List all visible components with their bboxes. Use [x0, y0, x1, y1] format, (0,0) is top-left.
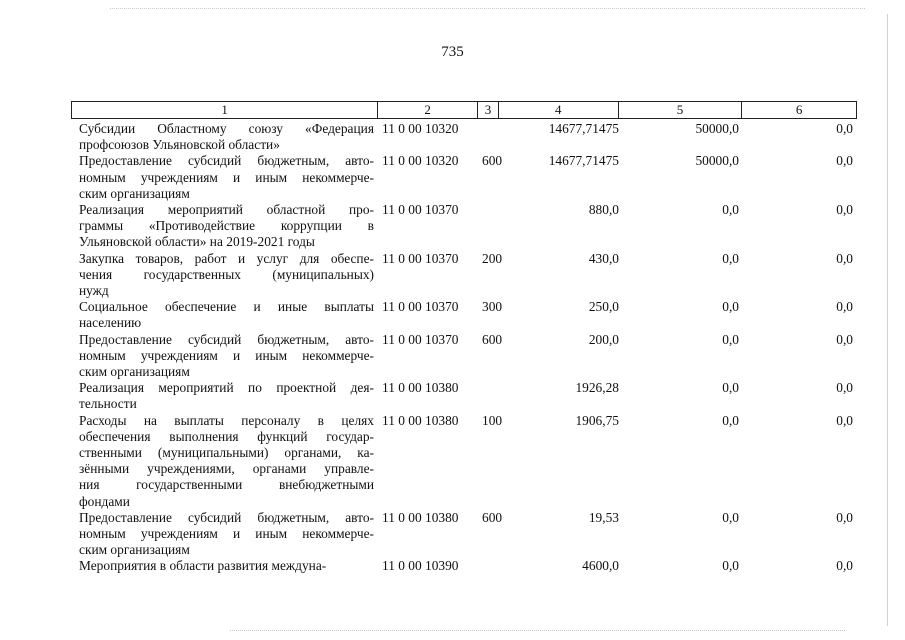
description-line: ским организациям: [79, 364, 190, 380]
row-description: [71, 558, 378, 574]
description-line: ским организациям: [79, 542, 190, 558]
row-description: [71, 510, 378, 559]
row-value-col6: 0,0: [836, 558, 853, 574]
row-value-col6: 0,0: [836, 331, 853, 347]
row-code: 11 0 00 10320: [382, 153, 459, 169]
description-line: номным учреждениям и иным некоммерче-: [79, 347, 374, 363]
row-value-col5: 0,0: [722, 558, 739, 574]
row-expense-type: [478, 121, 508, 153]
row-value-col4: 880,0: [588, 202, 619, 218]
row-value-col6: 0,0: [836, 380, 853, 396]
table-body: [71, 121, 857, 575]
row-code: 11 0 00 10380: [382, 509, 459, 525]
row-description: [71, 202, 378, 251]
description-line: Расходы на выплаты персоналу в целях: [79, 412, 374, 428]
row-description: [71, 380, 378, 412]
row-value-col5: 0,0: [722, 202, 739, 218]
description-line: населению: [79, 315, 142, 331]
description-line: Предоставление субсидий бюджетным, авто-: [79, 153, 374, 169]
header-col-2: 2: [378, 102, 478, 118]
row-code: 11 0 00 10380: [382, 380, 459, 396]
row-value-col6: 0,0: [836, 202, 853, 218]
header-col-4: 4: [499, 102, 619, 118]
row-code: 11 0 00 10370: [382, 250, 459, 266]
row-expense-type: 600: [482, 153, 503, 169]
row-value-col4: 1926,28: [575, 380, 619, 396]
row-value-col6: 0,0: [836, 153, 853, 169]
row-value-col4: 14677,71475: [548, 121, 619, 136]
row-code: 11 0 00 10390: [382, 558, 459, 574]
description-line: Ульяновской области» на 2019-2021 годы: [79, 234, 315, 250]
row-expense-type: 600: [482, 509, 503, 525]
row-value-col6: 0,0: [836, 299, 853, 315]
row-value-col4: 1906,75: [575, 412, 619, 428]
row-description: [71, 121, 378, 153]
header-col-3: 3: [478, 102, 499, 118]
header-col-5: 5: [619, 102, 743, 118]
row-value-col5: 50000,0: [695, 121, 739, 136]
row-value-col5: 0,0: [722, 299, 739, 315]
description-line: профсоюзов Ульяновской области»: [79, 137, 280, 153]
description-line: ния государственными внебюджетными: [79, 477, 374, 493]
row-value-col5: 0,0: [722, 380, 739, 396]
row-code: 11 0 00 10370: [382, 202, 459, 218]
header-col-1: 1: [72, 102, 378, 118]
description-line: граммы «Противодействие коррупции в: [79, 218, 374, 234]
header-col-6: 6: [795, 102, 803, 117]
table-row: [71, 380, 857, 412]
row-value-col4: 430,0: [588, 250, 619, 266]
description-line: Субсидии Областному союзу «Федерация: [79, 121, 374, 136]
row-value-col4: 14677,71475: [548, 153, 619, 169]
row-expense-type: [478, 202, 508, 251]
row-code: 11 0 00 10380: [382, 412, 459, 428]
description-line: чения государственных (муниципальных): [79, 266, 374, 282]
row-description: [71, 299, 378, 331]
row-expense-type: 100: [482, 412, 503, 428]
description-line: Предоставление субсидий бюджетным, авто-: [79, 509, 374, 525]
row-code: 11 0 00 10370: [382, 299, 459, 315]
table-header: [71, 101, 857, 119]
row-value-col4: 250,0: [588, 299, 619, 315]
scan-edge-right: [887, 14, 889, 626]
row-value-col6: 0,0: [836, 121, 853, 136]
table-row: [71, 202, 857, 251]
row-description: [71, 153, 378, 202]
row-value-col5: 50000,0: [695, 153, 739, 169]
description-line: фондами: [79, 493, 130, 509]
row-value-col5: 0,0: [722, 250, 739, 266]
row-value-col6: 0,0: [836, 509, 853, 525]
table-row: [71, 332, 857, 381]
row-description: [71, 413, 378, 510]
row-expense-type: 200: [482, 250, 503, 266]
row-code: 11 0 00 10370: [382, 331, 459, 347]
description-line: зёнными учреждениями, органами управле-: [79, 461, 374, 477]
scan-edge-top: [110, 8, 865, 10]
table-row: [71, 299, 857, 331]
description-line: ственными (муниципальными) органами, ка-: [79, 445, 374, 461]
row-description: [71, 332, 378, 381]
scan-edge-bottom: [230, 630, 845, 632]
table-row: [71, 251, 857, 300]
row-value-col5: 0,0: [722, 331, 739, 347]
description-line: номным учреждениям и иным некоммерче-: [79, 169, 374, 185]
table-row: [71, 558, 857, 574]
row-value-col4: 4600,0: [582, 558, 619, 574]
description-line: обеспечения выполнения функций государ-: [79, 428, 374, 444]
description-line: ским организациям: [79, 185, 190, 201]
row-value-col5: 0,0: [722, 509, 739, 525]
page-number: 735: [441, 44, 464, 60]
description-line: Мероприятия в области развития междуна-: [79, 558, 327, 574]
description-line: Закупка товаров, работ и услуг для обеспе-: [79, 250, 374, 266]
description-line: Предоставление субсидий бюджетным, авто-: [79, 331, 374, 347]
row-expense-type: [478, 558, 508, 574]
description-line: нужд: [79, 283, 109, 299]
row-expense-type: 600: [482, 331, 503, 347]
description-line: Социальное обеспечение и иные выплаты: [79, 299, 374, 315]
description-line: тельности: [79, 396, 137, 412]
row-value-col4: 200,0: [588, 331, 619, 347]
table-row: [71, 413, 857, 510]
row-value-col4: 19,53: [588, 509, 619, 525]
table-row: [71, 510, 857, 559]
table-row: [71, 153, 857, 202]
row-expense-type: 300: [482, 299, 503, 315]
description-line: Реализация мероприятий областной про-: [79, 202, 374, 218]
table-row: [71, 121, 857, 153]
description-line: Реализация мероприятий по проектной дея-: [79, 380, 374, 396]
row-expense-type: [478, 380, 508, 412]
row-code: 11 0 00 10320: [382, 121, 459, 136]
row-description: [71, 251, 378, 300]
row-value-col6: 0,0: [836, 412, 853, 428]
description-line: номным учреждениям и иным некоммерче-: [79, 526, 374, 542]
row-value-col5: 0,0: [722, 412, 739, 428]
row-value-col6: 0,0: [836, 250, 853, 266]
